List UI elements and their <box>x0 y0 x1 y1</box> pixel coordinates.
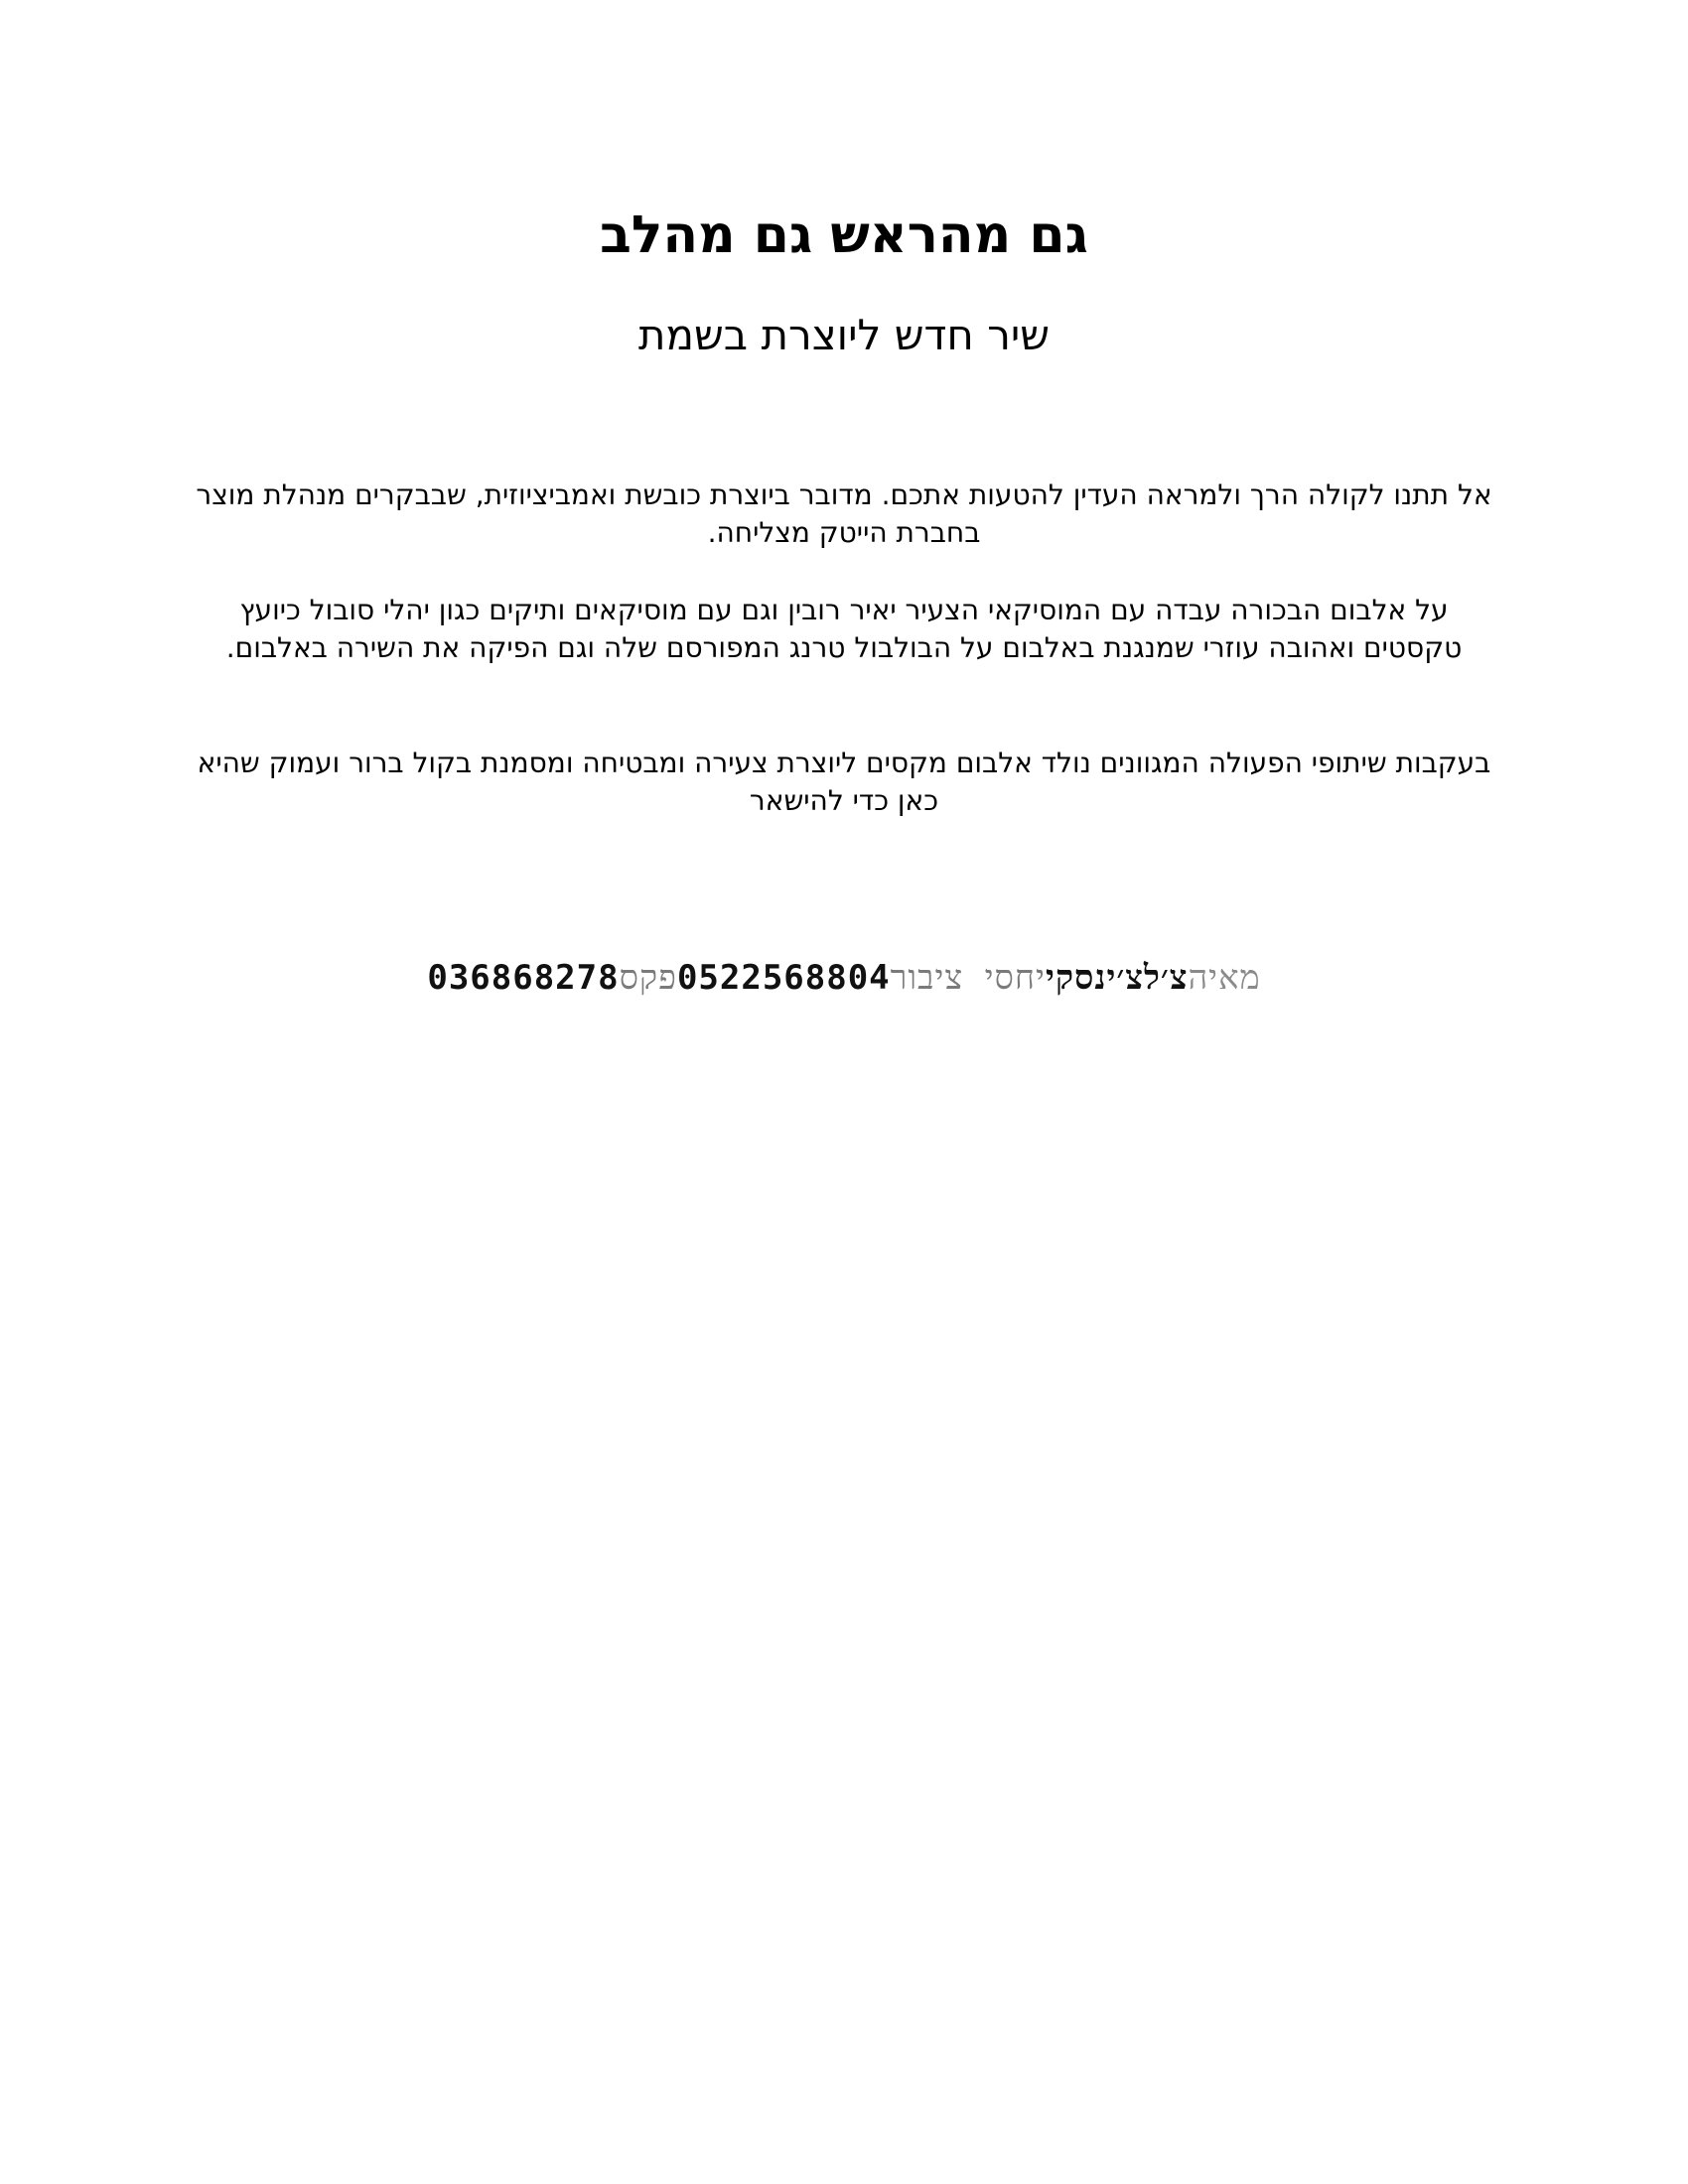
contact-phone: 0522568804 <box>676 958 891 998</box>
paragraph-album: על אלבום הבכורה עבדה עם המוסיקאי הצעיר יאיר רובין וגם עם מוסיקאים ותיקים כגון יהלי סובול כיועץ טקסטים ואהובה עוזרי שמנגנת באלבום על הבולבול טרנג המפורסם שלה וגם הפיקה את השירה באלבום. <box>225 594 1463 664</box>
contact-last-name: צ׳לצ׳ינסקי <box>1045 958 1189 998</box>
document-title: גם מהראש גם מהלב <box>600 205 1088 265</box>
document-subtitle: שיר חדש ליוצרת בשמת <box>637 311 1051 359</box>
paragraph-summary: בעקבות שיתופי הפעולה המגוונים נולד אלבום מקסים ליוצרת צעירה ומבטיחה ומסמנת בקול ברור ועמוק שהיא כאן כדי להישאר <box>197 747 1491 817</box>
contact-fax: 036868278 <box>427 958 620 998</box>
contact-line <box>338 953 1350 1003</box>
paragraph-intro: אל תתנו לקולה הרך ולמראה העדין להטעות אתכם. מדובר ביוצרת כובשת ואמביציוזית, שבבקרים מנהלת מוצר בחברת הייטק מצליחה. <box>196 478 1492 549</box>
contact-first-name: מאיה <box>1188 958 1261 998</box>
contact-fax-label: פקס <box>619 958 677 998</box>
contact-pr-label: יחסי ציבור <box>890 958 1046 998</box>
